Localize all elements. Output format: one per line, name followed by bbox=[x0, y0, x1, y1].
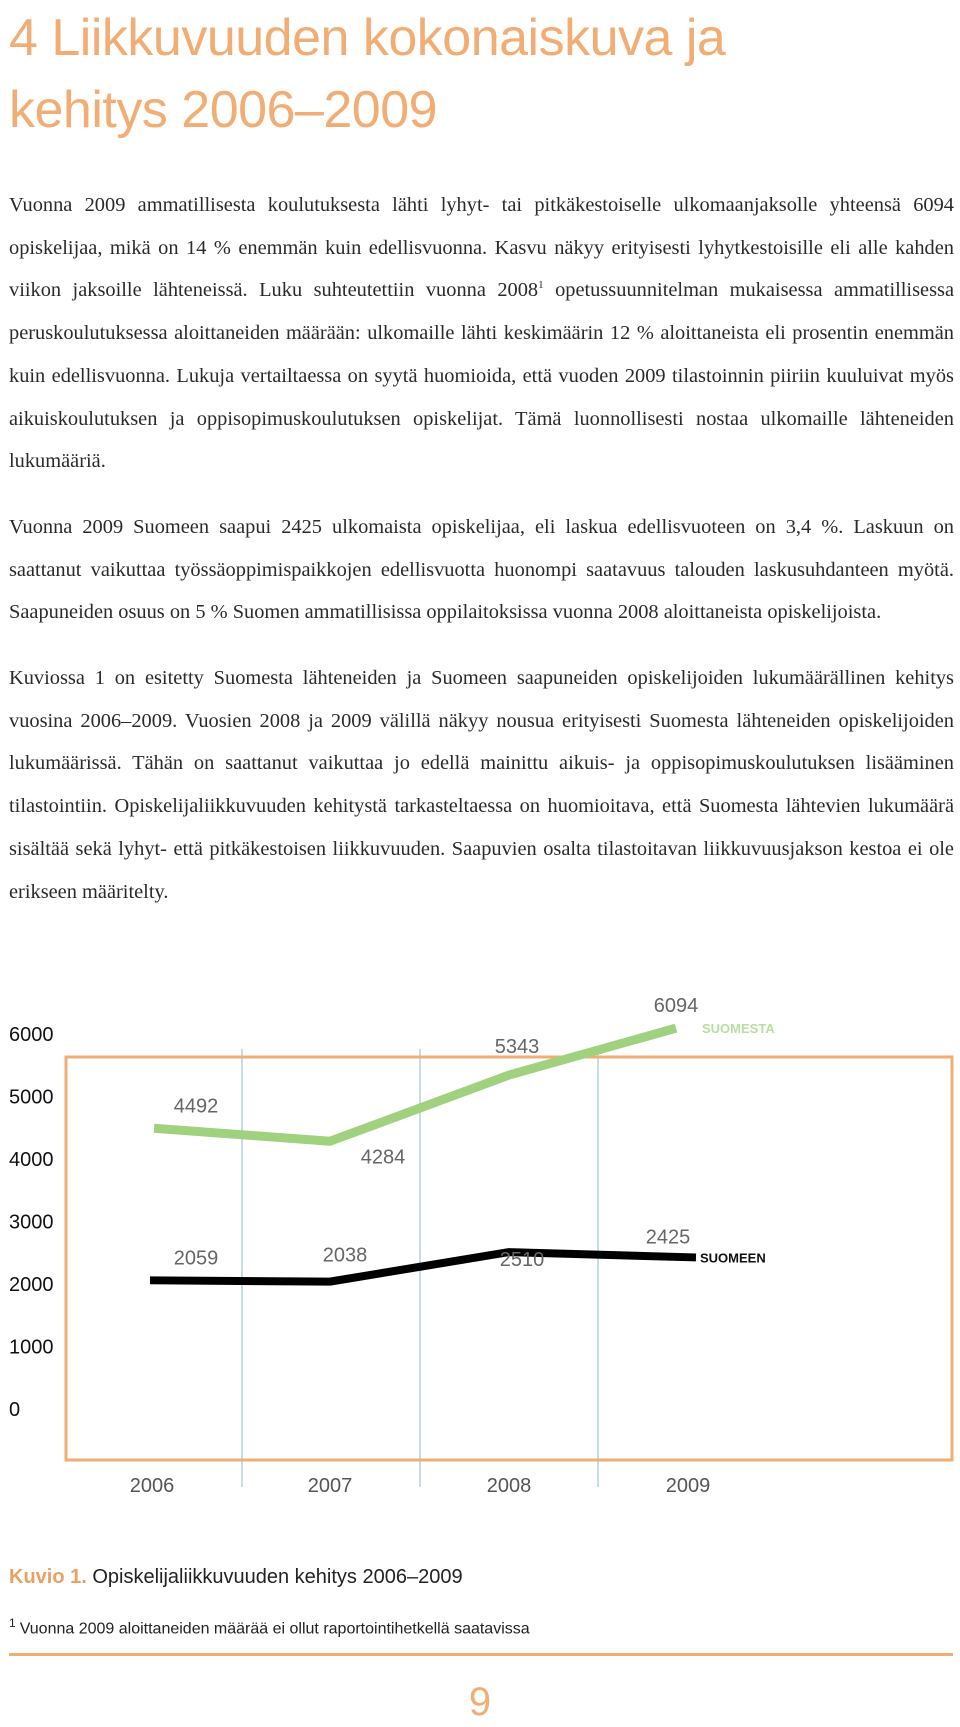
footer-divider bbox=[9, 1653, 953, 1656]
footnote-mark: 1 bbox=[9, 1616, 16, 1630]
page-body bbox=[9, 0, 954, 913]
data-label-suomeen-2009: 2425 bbox=[645, 1226, 691, 1249]
paragraph-1-text-a: Vuonna 2009 ammatillisesta koulutuksesta lähti lyhyt- tai pitkäkestoiselle ulkomaanjaksolle yhteensä 6094 opiskelijaa, mikä on 14 % enemmän kuin edellisvuonna. Kasvu näkyy erityisesti lyhytkestoisille eli alle kahden viikon jaksoille lähteneissä. Luku suhteutettiin vuonna 2008 bbox=[9, 194, 954, 302]
section-heading bbox=[9, 0, 954, 146]
y-axis-tick-labels bbox=[9, 1024, 54, 1421]
figure-caption bbox=[9, 1566, 463, 1589]
x-tick-label-2006: 2006 bbox=[129, 1475, 175, 1497]
data-label-suomeen-2006: 2059 bbox=[173, 1247, 219, 1270]
y-tick-label-2000: 2000 bbox=[9, 1274, 54, 1296]
line-chart bbox=[0, 995, 960, 1525]
data-label-suomeen-2007: 2038 bbox=[322, 1244, 368, 1267]
figure-caption-text: Opiskelijaliikkuvuuden kehitys 2006–2009 bbox=[86, 1566, 463, 1588]
paragraph-2: Vuonna 2009 Suomeen saapui 2425 ulkomaista opiskelijaa, eli laskua edellisvuoteen on 3,4 %. Laskuun on saattanut vaikuttaa työssäoppimispaikkojen edellisvuotta huonompi saatavuus talouden laskusuhdanteen myötä. Saapuneiden osuus on 5 % Suomen ammatillisissa oppilaitoksissa vuonna 2008 aloittaneista opiskelijoista. bbox=[9, 515, 954, 624]
y-tick-label-0: 0 bbox=[9, 1399, 21, 1421]
chart-series-group bbox=[150, 1028, 696, 1282]
section-heading-line-2: kehitys 2006–2009 bbox=[9, 81, 438, 139]
x-tick-label-2008: 2008 bbox=[486, 1475, 532, 1497]
paragraph-3: Kuviossa 1 on esitetty Suomesta lähteneiden ja Suomeen saapuneiden opiskelijoiden lukumäärällinen kehitys vuosina 2006–2009. Vuosien 2008 ja 2009 välillä näkyy nousua erityisesti Suomesta lähteneiden opiskelijoiden lukumäärissä. Tähän on saattanut vaikuttaa jo edellä mainittu aikuis- ja oppisopimuskoulutuksen lisääminen tilastointiin. Opiskelijaliikkuvuuden kehitystä tarkasteltaessa on huomioitava, että Suomesta lähtevien lukumäärä sisältää sekä lyhyt- että pitkäkestoisen liikkuvuuden. Saapuvien osalta tilastoitavan liikkuvuusjakson kestoa ei ole erikseen määritelty. bbox=[9, 667, 954, 903]
section-heading-line-1: 4 Liikkuvuuden kokonaiskuva ja bbox=[9, 9, 726, 67]
footnote-text: Vuonna 2009 aloittaneiden määrää ei ollut raportointihetkellä saatavissa bbox=[19, 1620, 530, 1638]
data-label-suomeen-2008: 2510 bbox=[499, 1249, 545, 1272]
paragraph-1-text-b: opetussuunnitelman mukaisessa ammatillisessa peruskoulutuksessa aloittaneiden määrään: ulkomaille lähti keskimäärin 12 % aloittaneista eli prosentin enemmän kuin edellisvuonna. Lukuja vertailtaessa on syytä huomioida, että vuoden 2009 tilastoinnin piiriin kuuluivat myös aikuiskoulutuksen ja oppisopimuskoulutuksen opiskelijat. Tämä luonnollisesti nostaa ulkomaille lähteneiden lukumääriä. bbox=[9, 279, 955, 473]
footnote-reference: 1 bbox=[538, 279, 544, 292]
y-tick-label-3000: 3000 bbox=[9, 1211, 54, 1234]
page-number: 9 bbox=[468, 1680, 492, 1724]
x-tick-label-2009: 2009 bbox=[665, 1475, 711, 1497]
y-tick-label-6000: 6000 bbox=[9, 1024, 54, 1046]
y-tick-label-1000: 1000 bbox=[9, 1336, 54, 1359]
series-name-suomesta: SUOMESTA bbox=[702, 1021, 775, 1037]
data-label-suomesta-2006: 4492 bbox=[173, 1095, 219, 1118]
data-label-suomesta-2008: 5343 bbox=[494, 1036, 540, 1059]
y-tick-label-5000: 5000 bbox=[9, 1086, 54, 1109]
series-line-suomeen bbox=[150, 1252, 696, 1282]
series-name-suomeen: SUOMEEN bbox=[700, 1250, 766, 1266]
x-tick-label-2007: 2007 bbox=[307, 1475, 353, 1497]
y-tick-label-4000: 4000 bbox=[9, 1149, 54, 1171]
figure-caption-label: Kuvio 1. bbox=[9, 1566, 87, 1588]
footnote bbox=[9, 1616, 530, 1638]
paragraph-1 bbox=[9, 184, 954, 483]
data-label-suomesta-2007: 4284 bbox=[360, 1146, 406, 1169]
data-label-suomesta-2009: 6094 bbox=[653, 995, 699, 1018]
